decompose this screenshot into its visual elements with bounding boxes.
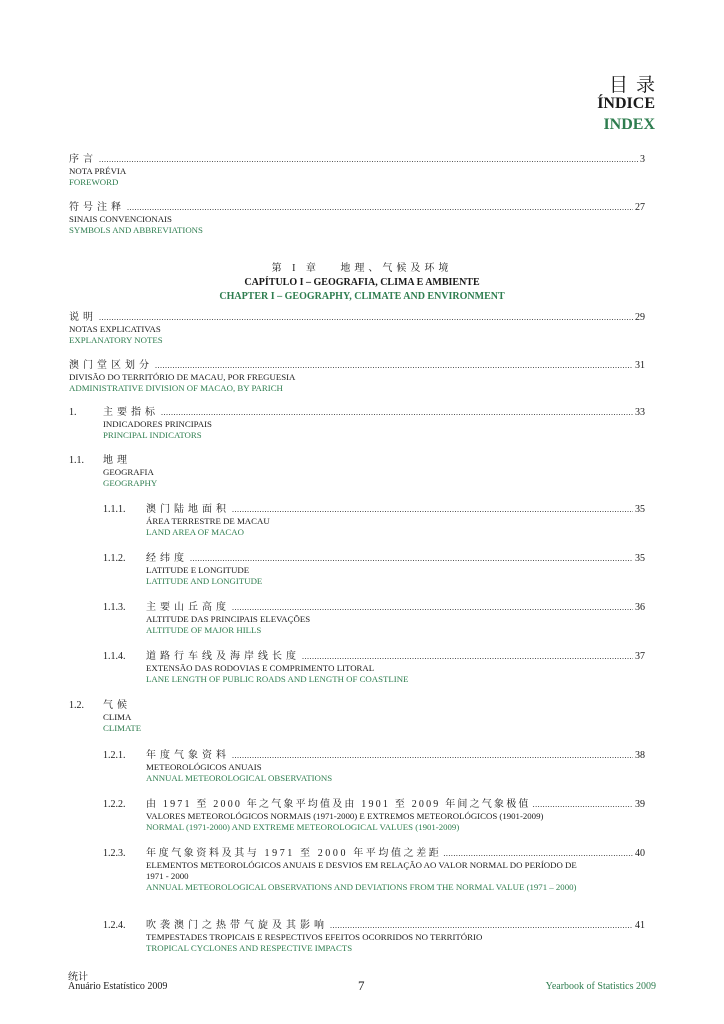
entry-title-pt: NOTA PRÉVIA — [69, 166, 127, 176]
page-number: 35 — [635, 504, 645, 515]
entry-title-en: LATITUDE AND LONGITUDE — [146, 576, 263, 586]
entry-title-pt: METEOROLÓGICOS ANUAIS — [146, 762, 262, 772]
toc-entry-1-2-3[interactable] — [103, 848, 645, 893]
entry-title-en: CLIMATE — [103, 723, 142, 733]
entry-title-pt: SINAIS CONVENCIONAIS — [69, 214, 172, 224]
toc-entry-1-1[interactable] — [69, 455, 645, 489]
toc-entry-1-2-2[interactable] — [103, 799, 645, 833]
entry-title-pt: LATITUDE E LONGITUDE — [146, 565, 250, 575]
footer-title-en: Yearbook of Statistics 2009 — [545, 981, 656, 992]
entry-title-zh: 主要山丘高度 — [146, 602, 230, 613]
section-number: 1. — [69, 407, 77, 418]
section-number: 1.1.3. — [103, 602, 126, 613]
entry-title-en: PRINCIPAL INDICATORS — [103, 430, 202, 440]
leader-dots — [232, 750, 633, 762]
footer-page-number: 7 — [358, 978, 365, 993]
entry-title-pt: NOTAS EXPLICATIVAS — [69, 324, 161, 334]
index-title-en: INDEX — [603, 116, 655, 133]
leader-dots — [330, 920, 633, 932]
page-number: 31 — [635, 360, 645, 371]
leader-dots — [232, 504, 633, 516]
section-number: 1.2. — [69, 700, 84, 711]
section-number: 1.2.3. — [103, 848, 126, 859]
section-number: 1.2.1. — [103, 750, 126, 761]
toc-entry-symbols[interactable] — [69, 202, 645, 236]
page-number: 39 — [635, 799, 645, 810]
index-title-zh: 目录 — [608, 75, 663, 96]
leader-dots — [533, 799, 633, 811]
entry-title-pt: INDICADORES PRINCIPAIS — [103, 419, 212, 429]
entry-title-en: EXPLANATORY NOTES — [69, 335, 163, 345]
page-number: 33 — [635, 407, 645, 418]
section-number: 1.2.4. — [103, 920, 126, 931]
chapter-title-en: CHAPTER I – GEOGRAPHY, CLIMATE AND ENVIRONMENT — [219, 291, 505, 302]
leader-dots — [127, 202, 633, 214]
leader-dots — [443, 848, 633, 860]
footer-title-zh: 统计 — [68, 972, 88, 983]
section-number: 1.1.2. — [103, 553, 126, 564]
toc-entry-1-1-1[interactable] — [103, 504, 645, 538]
page-number: 41 — [635, 920, 645, 931]
entry-title-zh: 年度气象资料及其与 1971 至 2000 年平均值之差距 — [146, 848, 442, 859]
entry-title-en: SYMBOLS AND ABBREVIATIONS — [69, 225, 203, 235]
entry-title-en: ADMINISTRATIVE DIVISION OF MACAO, BY PARICH — [69, 383, 283, 393]
page-number: 37 — [635, 651, 645, 662]
leader-dots — [99, 154, 638, 166]
entry-title-pt: TEMPESTADES TROPICAIS E RESPECTIVOS EFEITOS OCORRIDOS NO TERRITÓRIO — [146, 932, 483, 942]
entry-title-pt: VALORES METEOROLÓGICOS NORMAIS (1971-2000) E EXTREMOS METEOROLÓGICOS (1901-2009) — [146, 811, 544, 821]
entry-title-zh: 澳门陆地面积 — [146, 504, 230, 515]
entry-title-en: ANNUAL METEOROLOGICAL OBSERVATIONS — [146, 773, 333, 783]
toc-entry-1-2-4[interactable] — [103, 920, 645, 954]
entry-title-zh: 序言 — [69, 154, 97, 165]
toc-entry-foreword[interactable] — [69, 154, 645, 188]
chapter-title-zh: 第 I 章 地理、气候及环境 — [271, 263, 453, 274]
entry-title-en: ANNUAL METEOROLOGICAL OBSERVATIONS AND DEVIATIONS FROM THE NORMAL VALUE (1971 – 2000) — [146, 882, 577, 892]
toc-entry-1-2-1[interactable] — [103, 750, 645, 784]
entry-title-en: NORMAL (1971-2000) AND EXTREME METEOROLOGICAL VALUES (1901-2009) — [146, 822, 460, 832]
toc-entry-1-2[interactable] — [69, 700, 645, 734]
toc-entry-explanatory-notes[interactable] — [69, 312, 645, 346]
index-title-pt: ÍNDICE — [597, 95, 655, 112]
entry-title-pt: ÁREA TERRESTRE DE MACAU — [146, 516, 270, 526]
page-number: 29 — [635, 312, 645, 323]
entry-title-zh: 主要指标 — [103, 407, 159, 418]
entry-title-en: ALTITUDE OF MAJOR HILLS — [146, 625, 262, 635]
entry-title-pt: ELEMENTOS METEOROLÓGICOS ANUAIS E DESVIOS EM RELAÇÃO AO VALOR NORMAL DO PERÍODO DE 1971 - 2000 — [146, 860, 577, 881]
section-number: 1.1. — [69, 455, 84, 466]
page-number: 27 — [635, 202, 645, 213]
leader-dots — [161, 407, 633, 419]
entry-title-zh: 经纬度 — [146, 553, 188, 564]
leader-dots — [99, 312, 633, 324]
entry-title-zh: 气候 — [103, 700, 131, 711]
section-number: 1.1.1. — [103, 504, 126, 515]
footer-title-pt: Anuário Estatístico 2009 — [68, 981, 168, 992]
section-number: 1.2.2. — [103, 799, 126, 810]
entry-title-zh: 吹袭澳门之热带气旋及其影响 — [146, 920, 328, 931]
entry-title-pt: CLIMA — [103, 712, 132, 722]
entry-title-en: LANE LENGTH OF PUBLIC ROADS AND LENGTH OF COASTLINE — [146, 674, 409, 684]
entry-title-zh: 年度气象资料 — [146, 750, 230, 761]
entry-title-pt: DIVISÃO DO TERRITÓRIO DE MACAU, POR FREGUESIA — [69, 372, 296, 382]
entry-title-zh: 由 1971 至 2000 年之气象平均值及由 1901 至 2009 年间之气象极值 — [146, 799, 531, 810]
toc-entry-1-1-4[interactable] — [103, 651, 645, 685]
toc-entry-administrative-division[interactable] — [69, 360, 645, 394]
entry-title-zh: 符号注释 — [69, 202, 125, 213]
page-number: 38 — [635, 750, 645, 761]
entry-title-zh: 地理 — [103, 455, 131, 466]
entry-title-en: LAND AREA OF MACAO — [146, 527, 244, 537]
leader-dots — [190, 553, 633, 565]
entry-title-pt: EXTENSÃO DAS RODOVIAS E COMPRIMENTO LITORAL — [146, 663, 375, 673]
page-number: 3 — [640, 154, 645, 165]
page-number: 35 — [635, 553, 645, 564]
entry-title-zh: 澳门堂区划分 — [69, 360, 153, 371]
leader-dots — [232, 602, 633, 614]
toc-entry-1-1-2[interactable] — [103, 553, 645, 587]
entry-title-pt: GEOGRAFIA — [103, 467, 154, 477]
entry-title-en: FOREWORD — [69, 177, 119, 187]
page-number: 40 — [635, 848, 645, 859]
toc-entry-1[interactable] — [69, 407, 645, 441]
entry-title-pt: ALTITUDE DAS PRINCIPAIS ELEVAÇÕES — [146, 614, 311, 624]
leader-dots — [302, 651, 633, 663]
entry-title-en: TROPICAL CYCLONES AND RESPECTIVE IMPACTS — [146, 943, 353, 953]
section-number: 1.1.4. — [103, 651, 126, 662]
entry-title-en: GEOGRAPHY — [103, 478, 158, 488]
toc-entry-1-1-3[interactable] — [103, 602, 645, 636]
entry-title-zh: 说明 — [69, 312, 97, 323]
chapter-title-pt: CAPÍTULO I – GEOGRAFIA, CLIMA E AMBIENTE — [244, 277, 480, 288]
entry-title-zh: 道路行车线及海岸线长度 — [146, 651, 300, 662]
leader-dots — [155, 360, 633, 372]
page-number: 36 — [635, 602, 645, 613]
chapter-heading — [69, 262, 655, 304]
